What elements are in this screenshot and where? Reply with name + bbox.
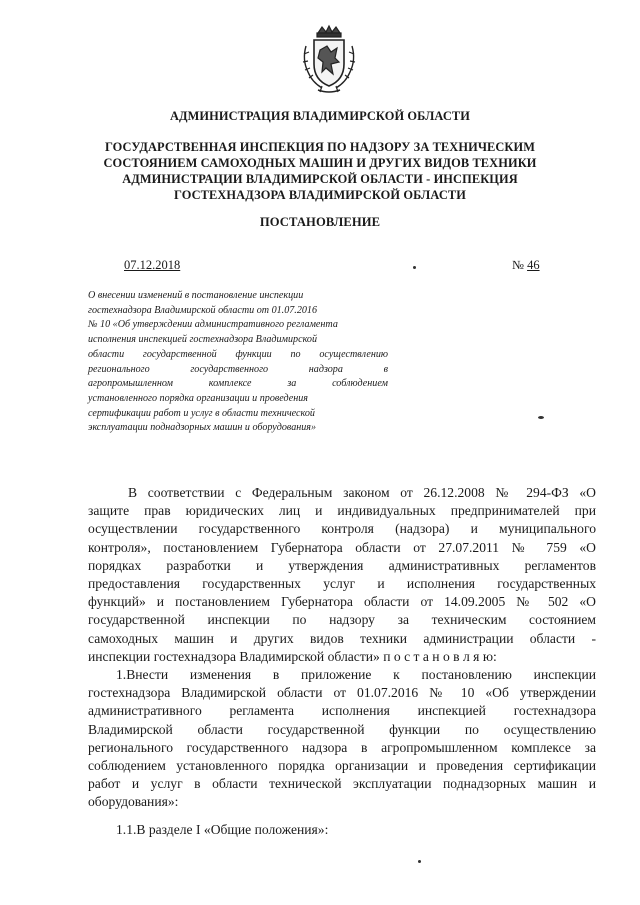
- inspection-title-line: ГОСТЕХНАДЗОРА ВЛАДИМИРСКОЙ ОБЛАСТИ: [174, 188, 466, 202]
- subject-line: регионального государственного надзора в: [88, 363, 388, 375]
- body-line: инспекции гостехнадзора Владимирской области» п о с т а н о в л я ю:: [88, 648, 497, 664]
- subject-line: установленного порядка организации и проведения: [88, 392, 308, 404]
- subject-line: О внесении изменений в постановление инспекции: [88, 290, 304, 301]
- body-line: 1.1.В разделе I «Общие положения»:: [116, 821, 329, 837]
- inspection-title-line: АДМИНИСТРАЦИИ ВЛАДИМИРСКОЙ ОБЛАСТИ - ИНСПЕКЦИЯ: [122, 172, 518, 186]
- subject-line: гостехнадзора Владимирской области от 01.07.2016: [88, 304, 318, 316]
- inspection-title: [60, 139, 580, 203]
- body-line: государственной инспекции по надзору за техническим состоянием: [88, 612, 596, 628]
- body-line: контроля», постановлением Губернатора области от 27.07.2011 № 759 «О: [88, 539, 596, 555]
- document-date: 07.12.2018: [124, 258, 181, 272]
- administration-title: АДМИНИСТРАЦИЯ ВЛАДИМИРСКОЙ ОБЛАСТИ: [169, 109, 471, 123]
- body-line: предоставления государственных услуг и исполнения государственных: [88, 576, 596, 592]
- body-line: административного регламента исполнения инспекцией гостехнадзора: [88, 703, 596, 719]
- number-label: №: [512, 258, 524, 272]
- body-line: самоходных машин и других видов техники администрации области -: [88, 630, 596, 646]
- number-value: 46: [527, 258, 540, 272]
- subject-line: агропромышленном комплексе за соблюдением: [88, 378, 388, 390]
- body-line: порядках разработки и утверждения административных регламентов: [88, 557, 596, 573]
- body-line: осуществлении государственного контроля (надзора) и муниципального: [88, 521, 596, 537]
- body-line: Владимирской области государственной функции по осуществлению: [88, 721, 596, 737]
- paragraph-gap: [88, 812, 596, 821]
- body-line: оборудования»:: [88, 794, 179, 810]
- scan-speck: [418, 860, 421, 863]
- subject-line: эксплуатации поднадзорных машин и оборудования»: [88, 422, 317, 434]
- coat-of-arms-icon: [300, 24, 358, 96]
- body-line: В соответствии с Федеральным законом от 26.12.2008 № 294-ФЗ «О: [128, 485, 596, 500]
- body-line: гостехнадзора Владимирской области от 01.07.2016 № 10 «Об утверждении: [88, 685, 596, 701]
- body-text: [88, 484, 596, 839]
- scan-speck: [538, 416, 544, 419]
- document-number: [512, 258, 540, 273]
- subject-line: области государственной функции по осуществлению: [88, 348, 388, 360]
- body-line: регионального государственного надзора в агропромышленном комплексе за: [88, 739, 596, 755]
- body-line: 1.Внести изменения в приложение к постановлению инспекции: [116, 667, 596, 683]
- body-line: работ и услуг в области технической эксплуатации поднадзорных машин и: [88, 776, 596, 792]
- subject-line: исполнения инспекцией гостехнадзора Владимирской: [88, 334, 318, 346]
- subject-line: сертификации работ и услуг в области технической: [88, 407, 315, 419]
- body-line: соблюдением установленного порядка организации и проведения сертификации: [88, 758, 596, 774]
- inspection-title-line: ГОСУДАРСТВЕННАЯ ИНСПЕКЦИЯ ПО НАДЗОРУ ЗА ТЕХНИЧЕСКИМ: [104, 140, 536, 154]
- subject-block: [88, 289, 388, 436]
- document-type: ПОСТАНОВЛЕНИЕ: [259, 215, 381, 229]
- body-line: защите прав юридических лиц и индивидуальных предпринимателей при: [88, 503, 596, 519]
- body-line: функций» и постановлением Губернатора области от 14.09.2005 № 502 «О: [88, 594, 596, 610]
- subject-line: № 10 «Об утверждении административного регламента: [88, 319, 338, 331]
- scan-speck: [413, 266, 416, 269]
- inspection-title-line: СОСТОЯНИЕМ САМОХОДНЫХ МАШИН И ДРУГИХ ВИДОВ ТЕХНИКИ: [103, 156, 537, 170]
